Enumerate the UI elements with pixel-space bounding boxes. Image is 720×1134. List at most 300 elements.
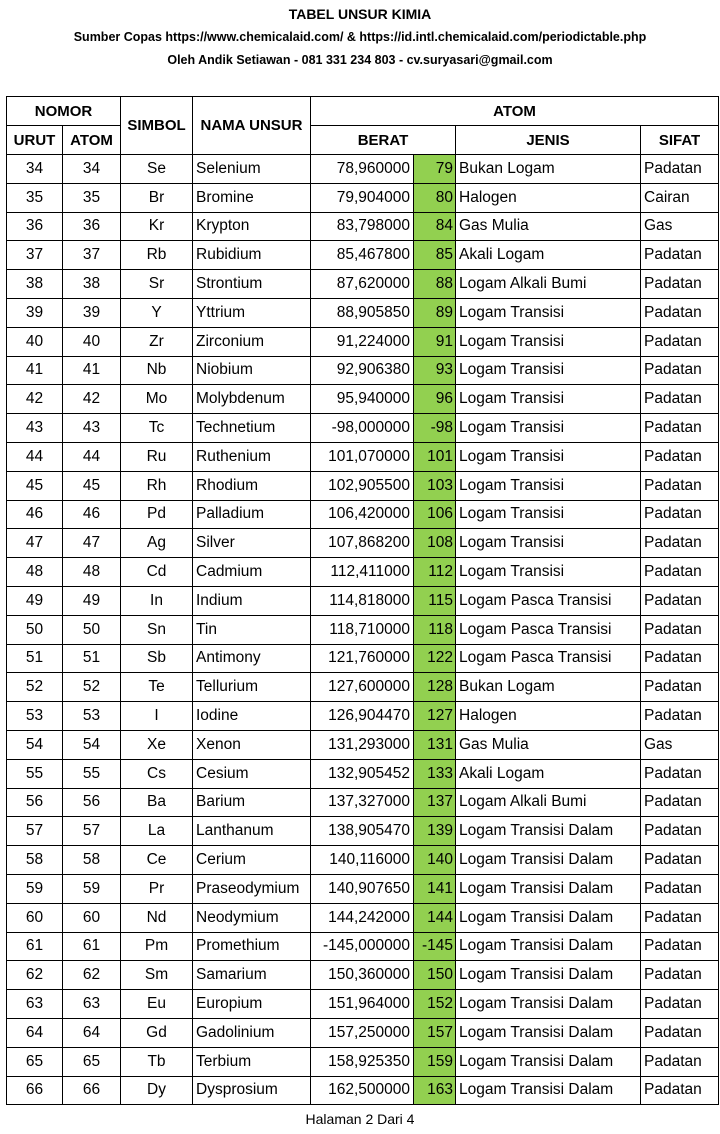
cell-simbol: Ag [121,529,193,558]
cell-sifat: Padatan [641,615,719,644]
cell-jenis: Logam Transisi [456,385,641,414]
author-line: Oleh Andik Setiawan - 081 331 234 803 - cv.suryasari@gmail.com [167,53,553,67]
cell-simbol: Pr [121,874,193,903]
cell-atom-number: 44 [63,442,121,471]
table-row [7,1047,719,1076]
cell-nama-unsur: Iodine [193,702,311,731]
cell-urut: 59 [7,874,63,903]
cell-urut: 49 [7,586,63,615]
cell-nama-unsur: Antimony [193,644,311,673]
cell-jenis: Logam Transisi Dalam [456,1076,641,1105]
cell-urut: 48 [7,558,63,587]
table-row [7,961,719,990]
cell-sifat: Padatan [641,1018,719,1047]
table-row [7,241,719,270]
cell-berat-bulat: 106 [414,500,456,529]
cell-atom-number: 54 [63,730,121,759]
table-row [7,1076,719,1105]
cell-berat: 137,327000 [311,788,414,817]
cell-sifat: Padatan [641,788,719,817]
cell-berat: 87,620000 [311,270,414,299]
cell-jenis: Logam Transisi Dalam [456,903,641,932]
cell-jenis: Akali Logam [456,759,641,788]
cell-jenis: Halogen [456,702,641,731]
cell-berat-bulat: 84 [414,212,456,241]
cell-berat: 157,250000 [311,1018,414,1047]
cell-simbol: Ba [121,788,193,817]
cell-atom-number: 36 [63,212,121,241]
cell-nama-unsur: Indium [193,586,311,615]
cell-atom-number: 51 [63,644,121,673]
cell-nama-unsur: Niobium [193,356,311,385]
table-row [7,903,719,932]
cell-sifat: Padatan [641,529,719,558]
cell-berat-bulat: 144 [414,903,456,932]
cell-berat: 132,905452 [311,759,414,788]
cell-atom-number: 43 [63,414,121,443]
cell-sifat: Gas [641,212,719,241]
cell-jenis: Logam Pasca Transisi [456,586,641,615]
cell-berat: 88,905850 [311,298,414,327]
cell-berat: -98,000000 [311,414,414,443]
cell-sifat: Padatan [641,558,719,587]
cell-berat-bulat: 163 [414,1076,456,1105]
cell-atom-number: 60 [63,903,121,932]
cell-atom-number: 56 [63,788,121,817]
cell-atom-number: 55 [63,759,121,788]
cell-urut: 53 [7,702,63,731]
cell-berat-bulat: 80 [414,183,456,212]
cell-berat-bulat: -145 [414,932,456,961]
cell-nama-unsur: Molybdenum [193,385,311,414]
cell-simbol: Nd [121,903,193,932]
cell-simbol: Tb [121,1047,193,1076]
table-row [7,586,719,615]
cell-atom-number: 64 [63,1018,121,1047]
cell-urut: 45 [7,471,63,500]
table-row [7,471,719,500]
cell-berat-bulat: 137 [414,788,456,817]
cell-simbol: Sm [121,961,193,990]
cell-simbol: Gd [121,1018,193,1047]
cell-berat: 114,818000 [311,586,414,615]
cell-berat-bulat: 157 [414,1018,456,1047]
table-row [7,702,719,731]
cell-berat: 101,070000 [311,442,414,471]
table-row [7,212,719,241]
cell-atom-number: 47 [63,529,121,558]
cell-urut: 56 [7,788,63,817]
cell-simbol: Kr [121,212,193,241]
cell-atom-number: 61 [63,932,121,961]
header-atom: ATOM [311,97,719,126]
table-row [7,270,719,299]
cell-nama-unsur: Terbium [193,1047,311,1076]
cell-urut: 35 [7,183,63,212]
cell-berat-bulat: 128 [414,673,456,702]
cell-berat: 144,242000 [311,903,414,932]
cell-nama-unsur: Neodymium [193,903,311,932]
cell-berat-bulat: 79 [414,155,456,184]
cell-sifat: Padatan [641,903,719,932]
table-row [7,990,719,1019]
cell-nama-unsur: Palladium [193,500,311,529]
cell-atom-number: 62 [63,961,121,990]
cell-berat-bulat: 131 [414,730,456,759]
cell-urut: 36 [7,212,63,241]
cell-sifat: Padatan [641,471,719,500]
table-row [7,817,719,846]
table-row [7,500,719,529]
cell-urut: 42 [7,385,63,414]
cell-urut: 54 [7,730,63,759]
cell-jenis: Logam Transisi [456,471,641,500]
table-row [7,298,719,327]
cell-atom-number: 52 [63,673,121,702]
header-jenis: JENIS [456,126,641,155]
cell-simbol: Rb [121,241,193,270]
cell-jenis: Logam Alkali Bumi [456,270,641,299]
cell-berat: 102,905500 [311,471,414,500]
cell-urut: 65 [7,1047,63,1076]
cell-jenis: Logam Transisi [456,327,641,356]
cell-berat: 107,868200 [311,529,414,558]
cell-jenis: Akali Logam [456,241,641,270]
cell-nama-unsur: Rhodium [193,471,311,500]
cell-berat-bulat: 141 [414,874,456,903]
cell-atom-number: 38 [63,270,121,299]
cell-berat: 106,420000 [311,500,414,529]
cell-berat-bulat: 88 [414,270,456,299]
cell-jenis: Logam Transisi [456,529,641,558]
cell-berat-bulat: 115 [414,586,456,615]
cell-atom-number: 34 [63,155,121,184]
cell-jenis: Logam Transisi [456,442,641,471]
cell-simbol: Eu [121,990,193,1019]
header-nomor: NOMOR [7,97,121,126]
cell-simbol: Tc [121,414,193,443]
cell-sifat: Padatan [641,874,719,903]
cell-nama-unsur: Cadmium [193,558,311,587]
table-row [7,155,719,184]
cell-simbol: Y [121,298,193,327]
cell-atom-number: 59 [63,874,121,903]
header-berat: BERAT [311,126,456,155]
cell-simbol: Sn [121,615,193,644]
table-row [7,327,719,356]
cell-urut: 61 [7,932,63,961]
cell-atom-number: 41 [63,356,121,385]
cell-berat-bulat: 112 [414,558,456,587]
cell-nama-unsur: Rubidium [193,241,311,270]
cell-berat-bulat: 89 [414,298,456,327]
cell-nama-unsur: Krypton [193,212,311,241]
cell-atom-number: 35 [63,183,121,212]
cell-berat: 91,224000 [311,327,414,356]
cell-urut: 37 [7,241,63,270]
cell-atom-number: 58 [63,846,121,875]
cell-simbol: In [121,586,193,615]
cell-berat-bulat: 85 [414,241,456,270]
cell-nama-unsur: Cesium [193,759,311,788]
cell-berat-bulat: 122 [414,644,456,673]
cell-berat-bulat: 91 [414,327,456,356]
cell-atom-number: 50 [63,615,121,644]
cell-atom-number: 42 [63,385,121,414]
source-line: Sumber Copas https://www.chemicalaid.com/ & https://id.intl.chemicalaid.com/periodictable.php [73,30,647,44]
table-row [7,183,719,212]
cell-sifat: Padatan [641,1047,719,1076]
cell-urut: 50 [7,615,63,644]
cell-simbol: Pm [121,932,193,961]
cell-atom-number: 53 [63,702,121,731]
cell-nama-unsur: Cerium [193,846,311,875]
cell-nama-unsur: Europium [193,990,311,1019]
cell-nama-unsur: Selenium [193,155,311,184]
table-row [7,644,719,673]
cell-berat: 121,760000 [311,644,414,673]
cell-berat: 78,960000 [311,155,414,184]
cell-urut: 55 [7,759,63,788]
cell-urut: 51 [7,644,63,673]
cell-nama-unsur: Xenon [193,730,311,759]
header-simbol: SIMBOL [121,97,193,155]
cell-simbol: Sb [121,644,193,673]
cell-urut: 47 [7,529,63,558]
table-row [7,730,719,759]
table-row [7,846,719,875]
cell-simbol: Br [121,183,193,212]
cell-berat-bulat: 96 [414,385,456,414]
table-row [7,529,719,558]
cell-simbol: Ce [121,846,193,875]
cell-berat: 138,905470 [311,817,414,846]
table-row [7,414,719,443]
cell-sifat: Padatan [641,673,719,702]
cell-nama-unsur: Yttrium [193,298,311,327]
table-row [7,558,719,587]
cell-sifat: Padatan [641,759,719,788]
cell-berat-bulat: 150 [414,961,456,990]
table-row [7,1018,719,1047]
cell-nama-unsur: Tellurium [193,673,311,702]
table-header [7,97,719,155]
cell-berat: 79,904000 [311,183,414,212]
cell-nama-unsur: Zirconium [193,327,311,356]
cell-nama-unsur: Praseodymium [193,874,311,903]
cell-jenis: Halogen [456,183,641,212]
cell-berat-bulat: 108 [414,529,456,558]
table-body [7,155,719,1105]
cell-jenis: Bukan Logam [456,155,641,184]
cell-berat: 118,710000 [311,615,414,644]
cell-berat-bulat: 133 [414,759,456,788]
table-row [7,615,719,644]
cell-nama-unsur: Barium [193,788,311,817]
header-sifat: SIFAT [641,126,719,155]
cell-berat: 112,411000 [311,558,414,587]
header-urut: URUT [7,126,63,155]
cell-urut: 43 [7,414,63,443]
cell-berat: 162,500000 [311,1076,414,1105]
cell-nama-unsur: Ruthenium [193,442,311,471]
cell-simbol: I [121,702,193,731]
cell-urut: 34 [7,155,63,184]
cell-berat-bulat: 101 [414,442,456,471]
cell-simbol: Rh [121,471,193,500]
cell-sifat: Padatan [641,817,719,846]
cell-simbol: Se [121,155,193,184]
table-row [7,788,719,817]
cell-berat: 150,360000 [311,961,414,990]
cell-berat-bulat: 159 [414,1047,456,1076]
table-row [7,673,719,702]
cell-urut: 40 [7,327,63,356]
cell-berat: 92,906380 [311,356,414,385]
cell-urut: 62 [7,961,63,990]
cell-atom-number: 46 [63,500,121,529]
cell-nama-unsur: Strontium [193,270,311,299]
cell-sifat: Padatan [641,702,719,731]
cell-atom-number: 48 [63,558,121,587]
cell-urut: 52 [7,673,63,702]
cell-nama-unsur: Tin [193,615,311,644]
cell-atom-number: 57 [63,817,121,846]
cell-jenis: Logam Transisi [456,500,641,529]
cell-urut: 46 [7,500,63,529]
cell-simbol: Cs [121,759,193,788]
cell-nama-unsur: Gadolinium [193,1018,311,1047]
table-row [7,385,719,414]
cell-nama-unsur: Technetium [193,414,311,443]
cell-urut: 58 [7,846,63,875]
cell-urut: 60 [7,903,63,932]
cell-sifat: Padatan [641,298,719,327]
cell-jenis: Logam Pasca Transisi [456,644,641,673]
cell-sifat: Padatan [641,990,719,1019]
cell-jenis: Logam Transisi Dalam [456,961,641,990]
cell-jenis: Logam Transisi Dalam [456,874,641,903]
cell-atom-number: 63 [63,990,121,1019]
cell-nama-unsur: Samarium [193,961,311,990]
cell-jenis: Logam Transisi Dalam [456,990,641,1019]
cell-simbol: Pd [121,500,193,529]
cell-berat-bulat: 93 [414,356,456,385]
cell-atom-number: 66 [63,1076,121,1105]
cell-jenis: Logam Pasca Transisi [456,615,641,644]
table-row [7,356,719,385]
cell-sifat: Padatan [641,1076,719,1105]
cell-sifat: Padatan [641,270,719,299]
cell-simbol: Ru [121,442,193,471]
cell-jenis: Logam Transisi Dalam [456,1018,641,1047]
cell-nama-unsur: Lanthanum [193,817,311,846]
cell-urut: 66 [7,1076,63,1105]
cell-nama-unsur: Promethium [193,932,311,961]
cell-berat: 151,964000 [311,990,414,1019]
cell-urut: 39 [7,298,63,327]
page-footer: Halaman 2 Dari 4 [305,1111,415,1127]
cell-berat: 83,798000 [311,212,414,241]
cell-atom-number: 49 [63,586,121,615]
cell-sifat: Gas [641,730,719,759]
cell-simbol: Zr [121,327,193,356]
cell-berat-bulat: -98 [414,414,456,443]
cell-simbol: Cd [121,558,193,587]
cell-berat: 126,904470 [311,702,414,731]
cell-atom-number: 39 [63,298,121,327]
cell-berat-bulat: 139 [414,817,456,846]
cell-sifat: Padatan [641,356,719,385]
cell-nama-unsur: Bromine [193,183,311,212]
cell-urut: 57 [7,817,63,846]
cell-atom-number: 45 [63,471,121,500]
cell-berat: 131,293000 [311,730,414,759]
cell-berat: 85,467800 [311,241,414,270]
cell-urut: 38 [7,270,63,299]
cell-jenis: Logam Transisi [456,558,641,587]
cell-urut: 63 [7,990,63,1019]
cell-berat-bulat: 140 [414,846,456,875]
cell-nama-unsur: Silver [193,529,311,558]
cell-jenis: Logam Transisi [456,414,641,443]
cell-sifat: Padatan [641,327,719,356]
cell-berat: 140,116000 [311,846,414,875]
cell-berat-bulat: 127 [414,702,456,731]
cell-jenis: Logam Transisi Dalam [456,817,641,846]
cell-berat: -145,000000 [311,932,414,961]
cell-atom-number: 40 [63,327,121,356]
cell-urut: 44 [7,442,63,471]
cell-sifat: Padatan [641,644,719,673]
cell-sifat: Padatan [641,414,719,443]
table-row [7,932,719,961]
cell-jenis: Logam Transisi [456,298,641,327]
element-table [6,96,719,1105]
cell-urut: 41 [7,356,63,385]
cell-sifat: Padatan [641,961,719,990]
cell-simbol: Nb [121,356,193,385]
cell-simbol: Sr [121,270,193,299]
cell-jenis: Gas Mulia [456,212,641,241]
cell-berat: 127,600000 [311,673,414,702]
cell-berat-bulat: 152 [414,990,456,1019]
cell-atom-number: 37 [63,241,121,270]
cell-sifat: Cairan [641,183,719,212]
cell-simbol: Te [121,673,193,702]
cell-sifat: Padatan [641,846,719,875]
table-row [7,874,719,903]
cell-jenis: Logam Alkali Bumi [456,788,641,817]
header-nama-unsur: NAMA UNSUR [193,97,311,155]
cell-sifat: Padatan [641,385,719,414]
cell-sifat: Padatan [641,500,719,529]
cell-sifat: Padatan [641,586,719,615]
cell-simbol: Mo [121,385,193,414]
cell-jenis: Bukan Logam [456,673,641,702]
cell-simbol: Xe [121,730,193,759]
cell-jenis: Gas Mulia [456,730,641,759]
table-row [7,442,719,471]
cell-sifat: Padatan [641,155,719,184]
cell-sifat: Padatan [641,932,719,961]
cell-berat: 158,925350 [311,1047,414,1076]
cell-berat: 95,940000 [311,385,414,414]
cell-jenis: Logam Transisi Dalam [456,932,641,961]
cell-atom-number: 65 [63,1047,121,1076]
cell-berat: 140,907650 [311,874,414,903]
cell-nama-unsur: Dysprosium [193,1076,311,1105]
